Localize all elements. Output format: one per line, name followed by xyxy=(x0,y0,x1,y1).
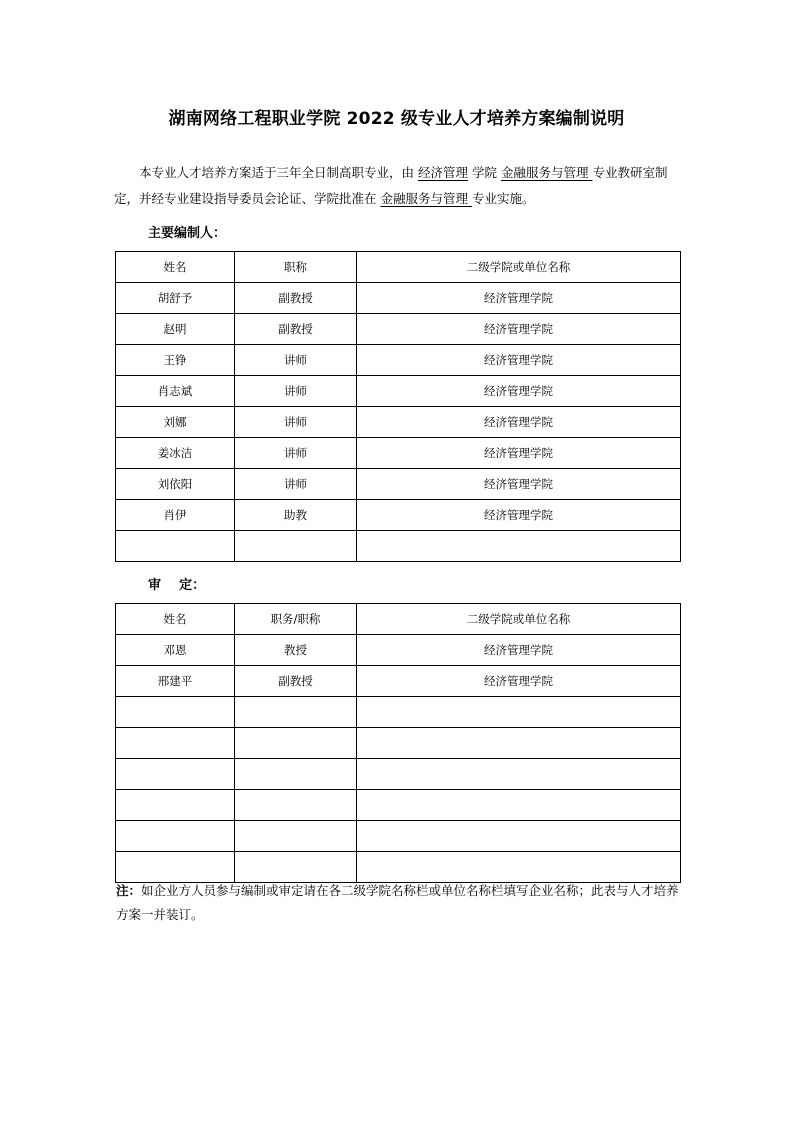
header-cell: 二级学院或单位名称 xyxy=(357,604,681,635)
title-cell xyxy=(235,531,357,562)
header-cell: 职务/职称 xyxy=(235,604,357,635)
header-cell: 二级学院或单位名称 xyxy=(357,252,681,283)
unit-cell: 经济管理学院 xyxy=(357,666,681,697)
reviewers-heading: 审 定： xyxy=(148,578,206,593)
title-cell xyxy=(235,759,357,790)
unit-cell: 经济管理学院 xyxy=(357,376,681,407)
intro-text-1: 本专业人才培养方案适于三年全日制高职专业，由 xyxy=(139,165,418,180)
name-cell xyxy=(116,790,235,821)
table-row xyxy=(116,376,681,407)
title-cell xyxy=(235,821,357,852)
table-header-row xyxy=(116,604,681,635)
unit-cell xyxy=(357,852,681,883)
intro-text-4: 专业实施。 xyxy=(471,191,535,206)
title-cell: 讲师 xyxy=(235,438,357,469)
table-row xyxy=(116,666,681,697)
unit-cell: 经济管理学院 xyxy=(357,283,681,314)
major-name-2: 金融服务与管理 xyxy=(380,191,472,206)
intro-text-3: 专业教研室制定，并经专业建设指导委员会论证、学院批准在 xyxy=(114,165,668,206)
unit-cell: 经济管理学院 xyxy=(357,635,681,666)
table-row xyxy=(116,500,681,531)
major-name: 金融服务与管理 xyxy=(500,165,593,180)
title-cell: 教授 xyxy=(235,635,357,666)
table-row xyxy=(116,345,681,376)
header-cell: 姓名 xyxy=(116,252,235,283)
name-cell: 邢建平 xyxy=(116,666,235,697)
table-row xyxy=(116,314,681,345)
editors-table xyxy=(115,251,681,562)
unit-cell xyxy=(357,531,681,562)
title-cell xyxy=(235,790,357,821)
name-cell xyxy=(116,728,235,759)
footnote-label: 注： xyxy=(116,883,142,898)
table-row xyxy=(116,852,681,883)
footnote xyxy=(116,879,686,927)
name-cell: 胡舒予 xyxy=(116,283,235,314)
name-cell: 肖伊 xyxy=(116,500,235,531)
unit-cell xyxy=(357,728,681,759)
document-title: 湖南网络工程职业学院 2022 级专业人才培养方案编制说明 xyxy=(168,109,625,129)
intro-text-2: 学院 xyxy=(468,165,501,180)
title-cell: 讲师 xyxy=(235,376,357,407)
table-row xyxy=(116,531,681,562)
title-cell xyxy=(235,728,357,759)
table-row xyxy=(116,821,681,852)
name-cell xyxy=(116,531,235,562)
footnote-text: 如企业方人员参与编制或审定请在各二级学院名称栏或单位名称栏填写企业名称；此表与人才培养方案一并装订。 xyxy=(116,883,679,922)
name-cell: 王铮 xyxy=(116,345,235,376)
title-cell xyxy=(235,852,357,883)
title-cell: 副教授 xyxy=(235,283,357,314)
table-row xyxy=(116,469,681,500)
name-cell: 邓恩 xyxy=(116,635,235,666)
header-cell: 姓名 xyxy=(116,604,235,635)
editors-heading: 主要编制人： xyxy=(148,226,227,241)
title-cell: 讲师 xyxy=(235,469,357,500)
unit-cell: 经济管理学院 xyxy=(357,314,681,345)
unit-cell: 经济管理学院 xyxy=(357,407,681,438)
reviewers-table xyxy=(115,603,681,883)
table-row xyxy=(116,728,681,759)
table-row xyxy=(116,635,681,666)
intro-paragraph xyxy=(114,160,684,212)
table-row xyxy=(116,283,681,314)
table-row xyxy=(116,438,681,469)
unit-cell xyxy=(357,759,681,790)
name-cell: 赵明 xyxy=(116,314,235,345)
title-cell: 讲师 xyxy=(235,345,357,376)
unit-cell xyxy=(357,790,681,821)
name-cell xyxy=(116,697,235,728)
name-cell xyxy=(116,759,235,790)
name-cell: 姜冰洁 xyxy=(116,438,235,469)
name-cell xyxy=(116,821,235,852)
name-cell: 肖志斌 xyxy=(116,376,235,407)
title-cell xyxy=(235,697,357,728)
title-cell: 讲师 xyxy=(235,407,357,438)
table-row xyxy=(116,407,681,438)
table-row xyxy=(116,697,681,728)
name-cell: 刘娜 xyxy=(116,407,235,438)
header-cell: 职称 xyxy=(235,252,357,283)
unit-cell xyxy=(357,697,681,728)
name-cell: 刘依阳 xyxy=(116,469,235,500)
name-cell xyxy=(116,852,235,883)
title-cell: 助教 xyxy=(235,500,357,531)
unit-cell xyxy=(357,821,681,852)
table-header-row xyxy=(116,252,681,283)
title-cell: 副教授 xyxy=(235,666,357,697)
title-cell: 副教授 xyxy=(235,314,357,345)
unit-cell: 经济管理学院 xyxy=(357,345,681,376)
unit-cell: 经济管理学院 xyxy=(357,500,681,531)
unit-cell: 经济管理学院 xyxy=(357,469,681,500)
table-row xyxy=(116,759,681,790)
unit-cell: 经济管理学院 xyxy=(357,438,681,469)
table-row xyxy=(116,790,681,821)
college-name: 经济管理 xyxy=(417,165,468,180)
